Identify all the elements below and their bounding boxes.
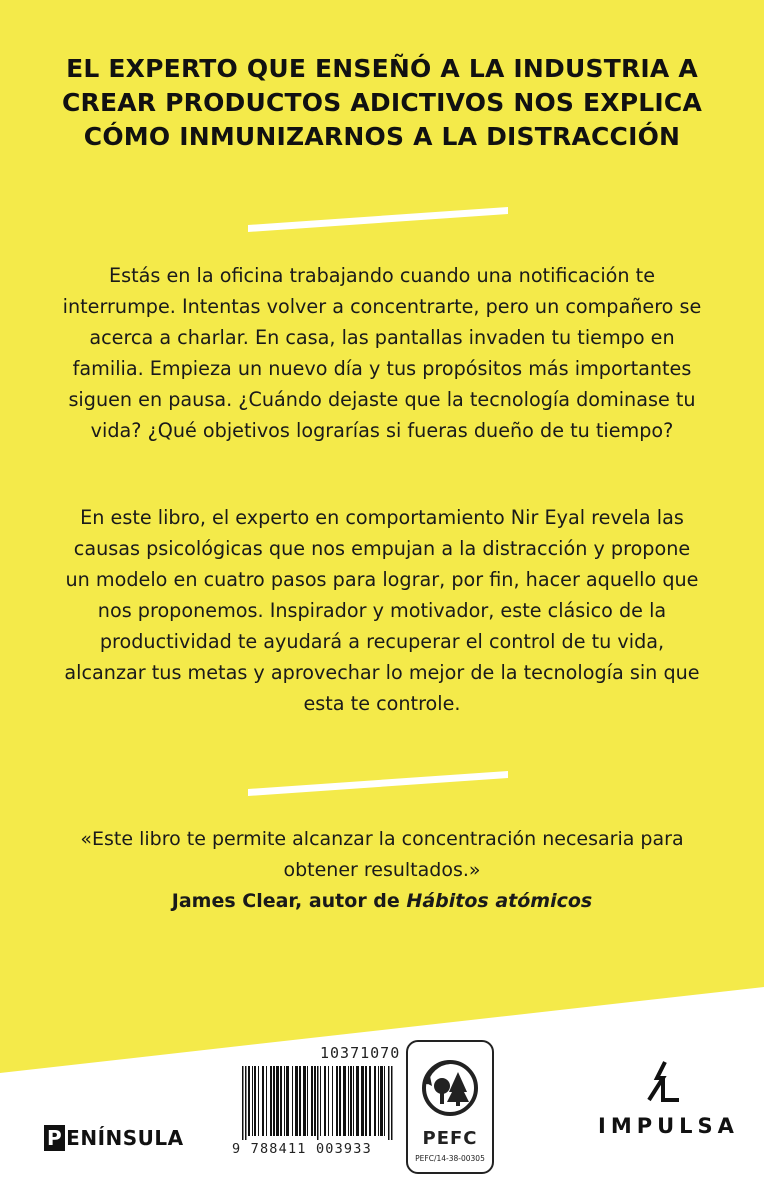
barcode-icon: [232, 1066, 402, 1140]
impulsa-mark-icon: [643, 1060, 683, 1104]
pefc-name: PEFC: [422, 1128, 478, 1149]
peninsula-logo-box-letter: P: [44, 1125, 65, 1151]
quote-attribution: [60, 886, 704, 917]
pefc-certification-label: [406, 1040, 494, 1174]
impulsa-logo-text: IMPULSA: [598, 1114, 739, 1138]
pefc-trees-icon: [420, 1052, 480, 1126]
headline: EL EXPERTO QUE ENSEÑÓ A LA INDUSTRIA A CREAR PRODUCTOS ADICTIVOS NOS EXPLICA CÓMO INMUNIZARNOS A LA DISTRACCIÓN: [61, 54, 703, 151]
peninsula-logo: [44, 1124, 184, 1152]
blurb-quote: [60, 824, 704, 917]
pefc-code: PEFC/14-38-00305: [415, 1154, 485, 1163]
synopsis-paragraph-1: Estás en la oficina trabajando cuando una notificación te interrumpe. Intentas volver a concentrarte, pero un compañero se acerca a charlar. En casa, las pantallas invaden tu tiempo en familia. Empieza un nuevo día y tus propósitos más importantes siguen en pausa. ¿Cuándo dejaste que la tecnología dominase tu vida? ¿Qué objetivos lograrías si fueras dueño de tu tiempo?: [62, 264, 702, 442]
synopsis-paragraph-2: En este libro, el experto en comportamiento Nir Eyal revela las causas psicológicas que nos empujan a la distracción y propone un modelo en cuatro pasos para lograr, por fin, hacer aquello que nos proponemos. Inspirador y motivador, este clásico de la productividad te ayudará a recuperar el control de tu vida, alcanzar tus metas y aprovechar lo mejor de la tecnología sin que esta te controle.: [64, 506, 700, 715]
product-code: 10371070: [320, 1044, 401, 1062]
attribution-book-title: Hábitos atómicos: [406, 890, 593, 912]
impulsa-logo: [598, 1060, 739, 1138]
isbn-digits: 9 788411 003933: [232, 1141, 372, 1157]
quote-text: «Este libro te permite alcanzar la concentración necesaria para obtener resultados.»: [80, 828, 684, 881]
attribution-author: James Clear, autor de: [171, 890, 407, 912]
peninsula-logo-text: ENÍNSULA: [66, 1126, 184, 1150]
